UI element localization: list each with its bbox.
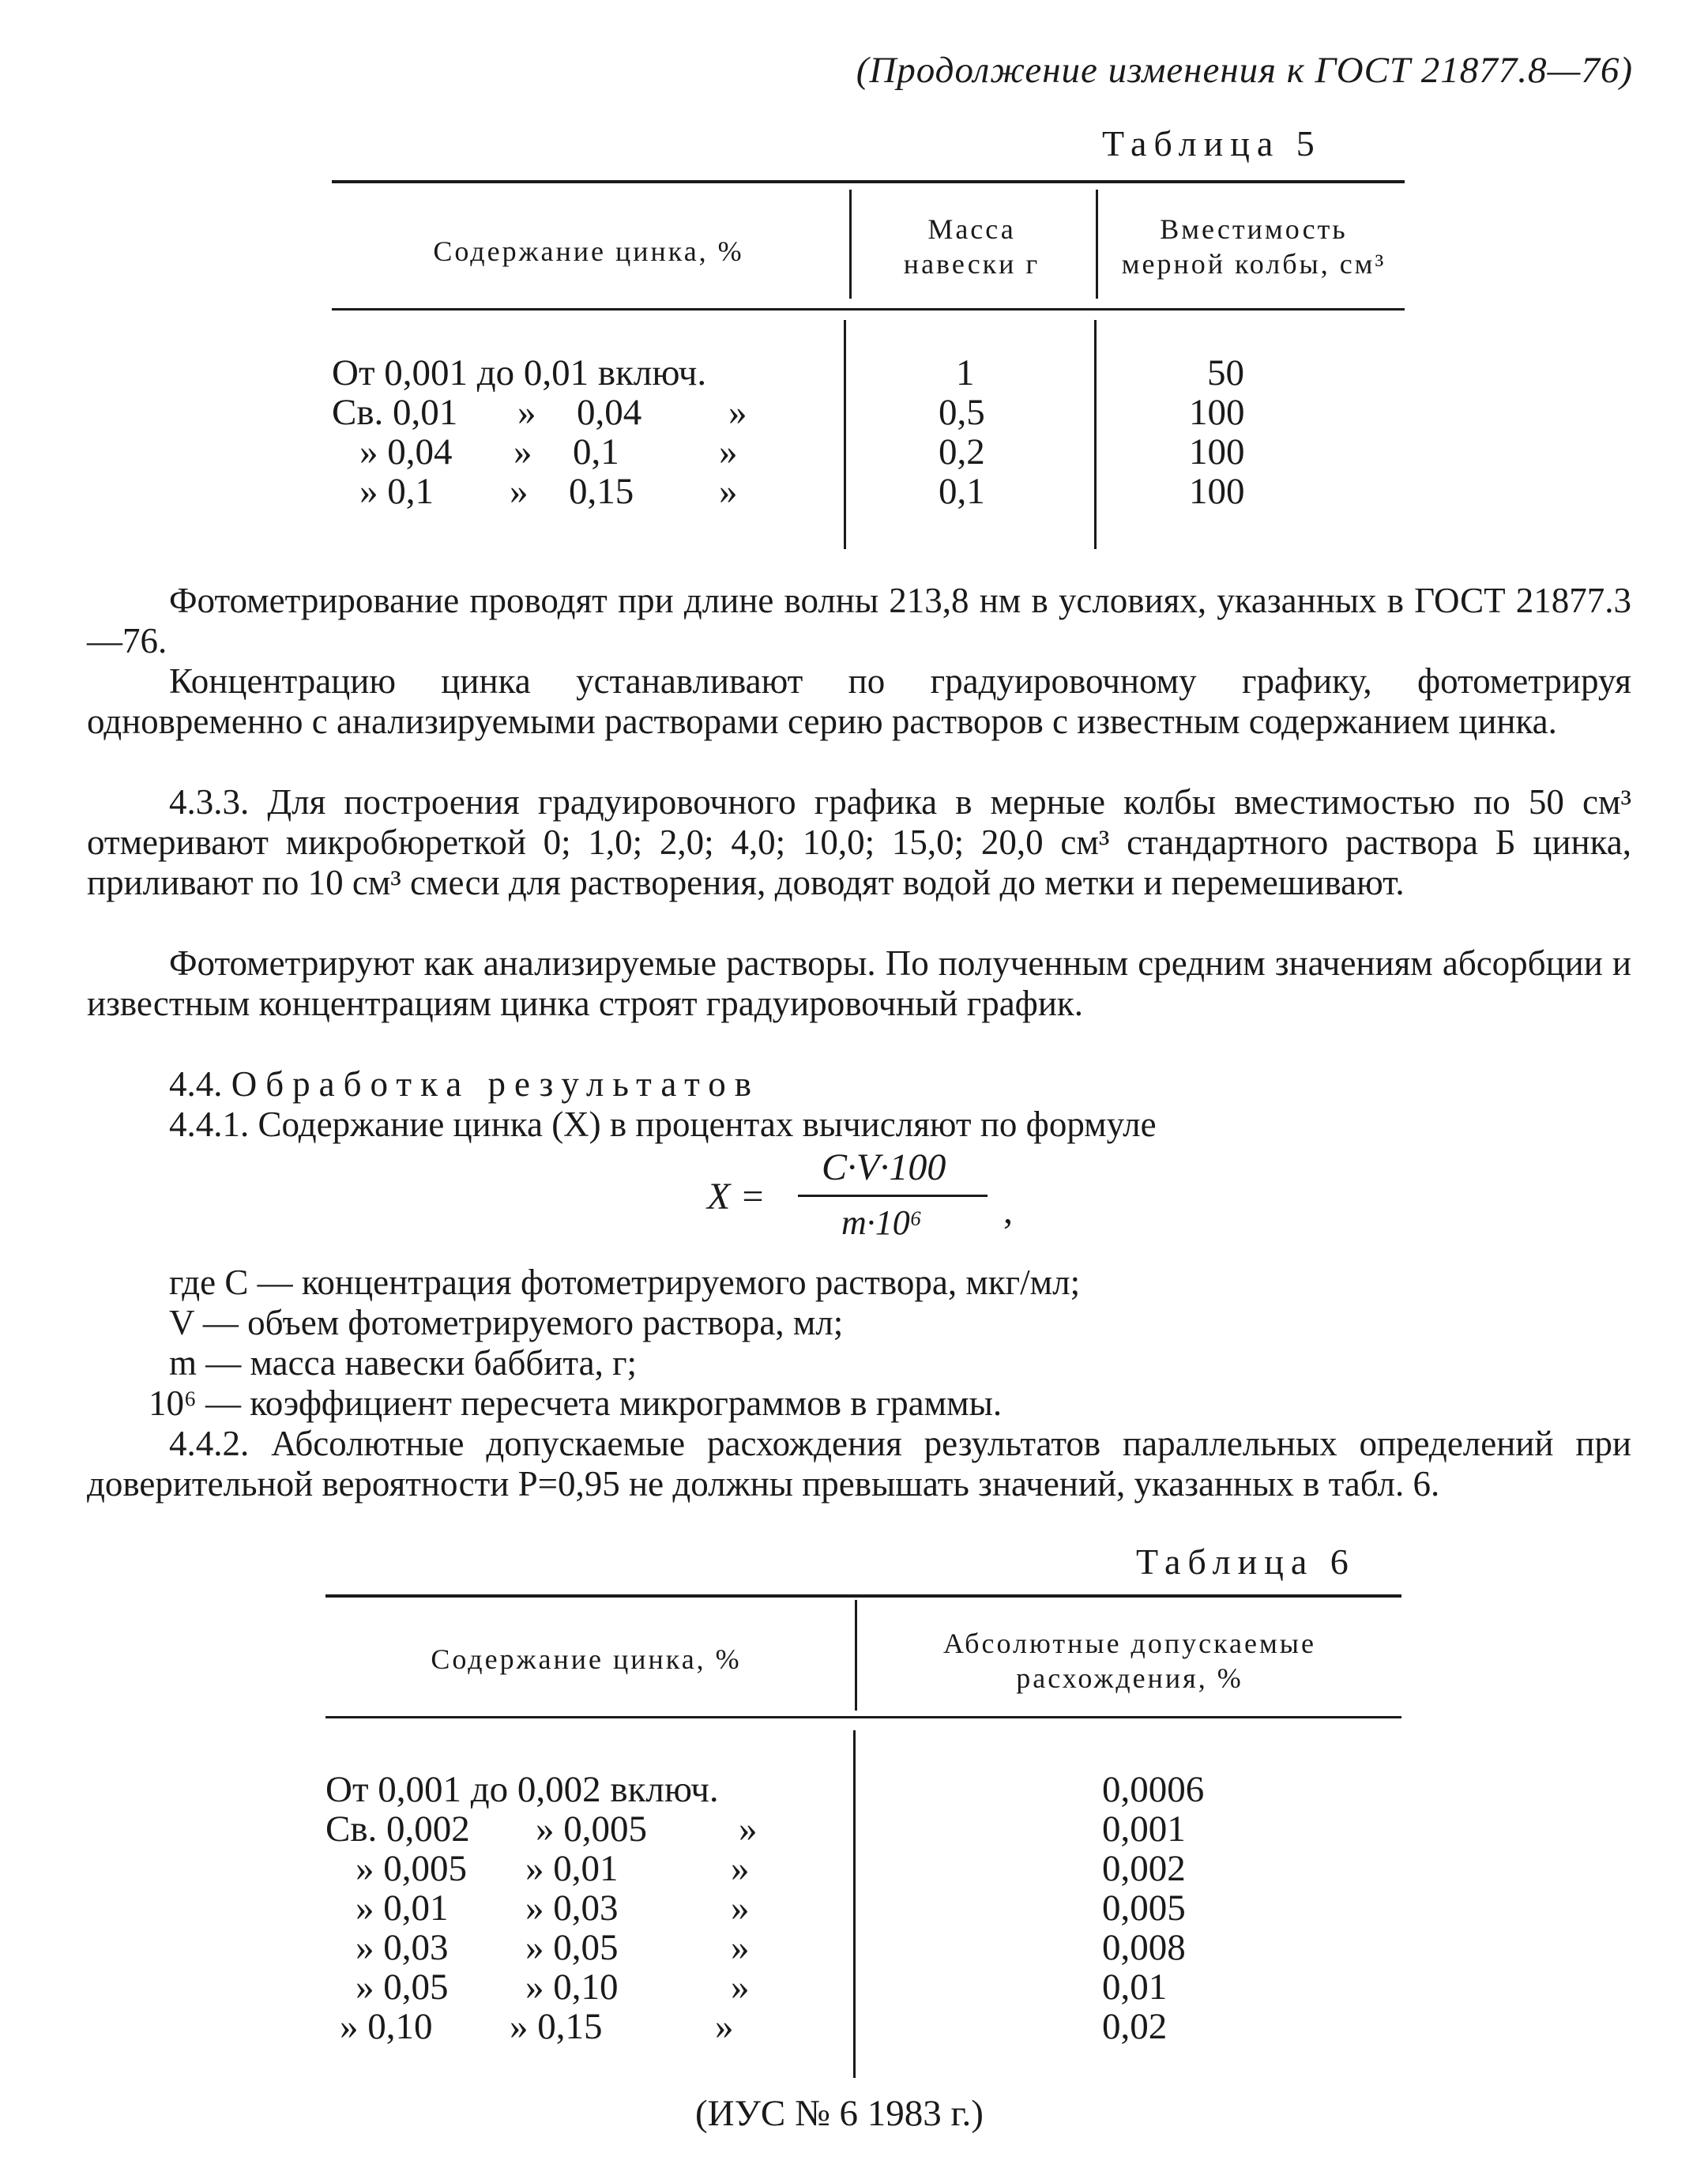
paragraph-concentration: Концентрацию цинка устанавливают по градуировочному графику, фотометрируя одновременно с анализируемыми растворами серию растворов с известным содержанием цинка. bbox=[87, 661, 1631, 741]
formula-fraction-bar bbox=[798, 1195, 988, 1197]
where-m: m — масса навески баббита, г; bbox=[169, 1343, 638, 1383]
table6-row: От 0,001 до 0,002 включ. 0,0006 bbox=[325, 1769, 1205, 1810]
table6-row: » 0,01 » 0,03 » 0,005 bbox=[356, 1888, 1186, 1929]
table6-header-content: Содержание цинка, % bbox=[431, 1643, 742, 1675]
formula-comma: , bbox=[1003, 1190, 1013, 1232]
table6-row: » 0,03 » 0,05 » 0,008 bbox=[356, 1927, 1186, 1968]
paragraph-4-4-2: 4.4.2. Абсолютные допускаемые расхождения результатов параллельных определений при доверительной вероятности Р=0,95 не должны превышать значений, указанных в табл. 6. bbox=[87, 1424, 1631, 1504]
paragraph-4-3-3: 4.3.3. Для построения градуировочного графика в мерные колбы вместимостью по 50 см³ отмеривают микробюреткой 0; 1,0; 2,0; 4,0; 10,0; 15,0; 20,0 см³ стандартного раствора Б цинка, приливают по 10 см³ смеси для растворения, доводят водой до метки и перемешивают. bbox=[87, 782, 1631, 902]
formula-denominator: m·10⁶ bbox=[841, 1203, 923, 1242]
section-4-4-heading: 4.4. Обработка результатов bbox=[169, 1064, 760, 1104]
paragraph-4-4-1: 4.4.1. Содержание цинка (X) в процентах вычисляют по формуле bbox=[169, 1105, 1157, 1144]
table6-row: » 0,10 » 0,15 » 0,02 bbox=[340, 2006, 1168, 2047]
continuation-header: (Продолжение изменения к ГОСТ 21877.8—76) bbox=[856, 50, 1633, 91]
table5-header-divider-2 bbox=[1096, 190, 1098, 299]
formula-numerator: C·V·100 bbox=[822, 1146, 946, 1188]
formula-lhs: X = bbox=[707, 1176, 766, 1218]
table5-caption: Таблица 5 bbox=[1102, 123, 1322, 164]
table5-header-content: Содержание цинка, % bbox=[433, 235, 744, 267]
table5-row: » 0,1 » 0,15 » 0,1 100 bbox=[359, 471, 1245, 512]
table5-header-mass: Масса навески г bbox=[903, 213, 1040, 280]
table6-header-rule bbox=[325, 1716, 1401, 1718]
where-v: V — объем фотометрируемого раствора, мл; bbox=[169, 1303, 844, 1342]
table6-row: » 0,005 » 0,01 » 0,002 bbox=[356, 1848, 1186, 1889]
table6-top-rule bbox=[325, 1594, 1401, 1598]
table5-header-volume: Вместимость мерной колбы, см³ bbox=[1121, 213, 1386, 280]
table5-top-rule bbox=[332, 180, 1405, 183]
where-c: где C — концентрация фотометрируемого раствора, мкг/мл; bbox=[169, 1263, 1081, 1302]
footer-source: (ИУС № 6 1983 г.) bbox=[695, 2093, 984, 2134]
table6-caption: Таблица 6 bbox=[1136, 1541, 1356, 1582]
table5-header-divider-1 bbox=[849, 190, 852, 299]
table6-row: » 0,05 » 0,10 » 0,01 bbox=[356, 1967, 1168, 2008]
table5-row: » 0,04 » 0,1 » 0,2 100 bbox=[359, 431, 1245, 472]
table5-header-rule bbox=[332, 308, 1405, 311]
paragraph-photometry: Фотометрирование проводят при длине волны 213,8 нм в условиях, указанных в ГОСТ 21877.3—76. bbox=[87, 581, 1631, 661]
table5-row: Св. 0,01 » 0,04 » 0,5 100 bbox=[332, 392, 1245, 433]
table6-row: Св. 0,002 » 0,005 » 0,001 bbox=[325, 1809, 1186, 1850]
paragraph-photometry-2: Фотометрируют как анализируемые растворы. По полученным средним значениям абсорбции и известным концентрациям цинка строят градуировочный график. bbox=[87, 943, 1631, 1023]
table5-row: От 0,001 до 0,01 включ. 1 50 bbox=[332, 352, 1244, 393]
table6-header-divider bbox=[855, 1600, 857, 1711]
where-10: 10⁶ — коэффициент пересчета микрограммов в граммы. bbox=[149, 1383, 1003, 1423]
table6-header-diff: Абсолютные допускаемые расхождения, % bbox=[943, 1628, 1316, 1694]
